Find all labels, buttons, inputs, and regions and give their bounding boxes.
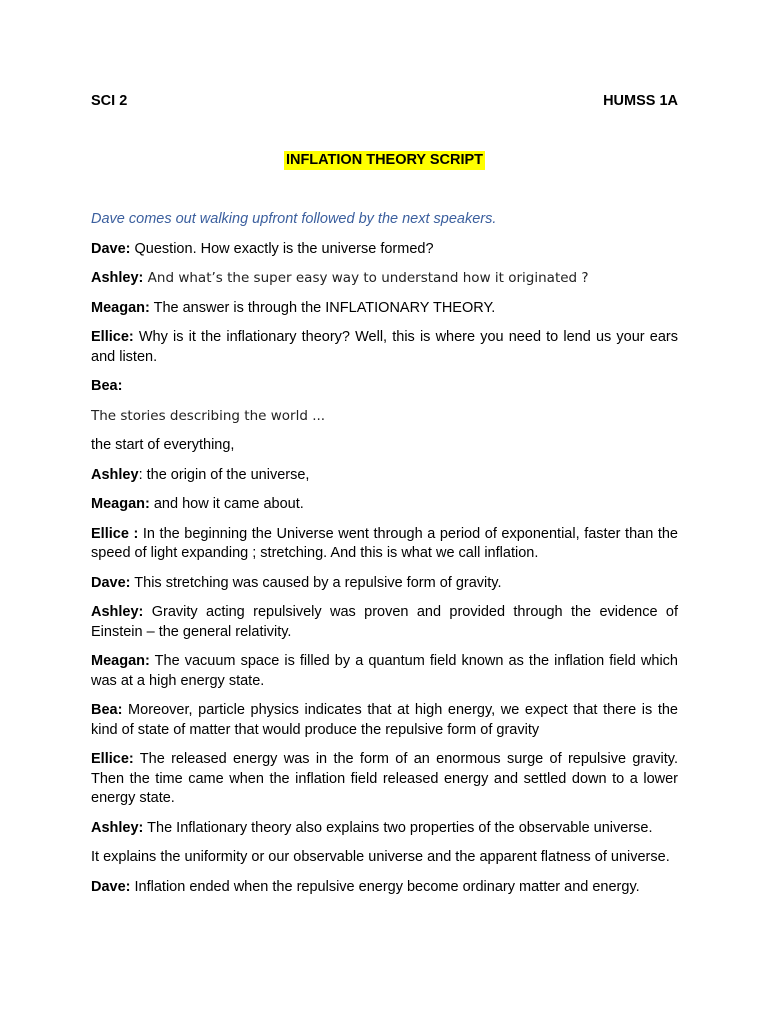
script-line (91, 436, 678, 456)
script-line (91, 299, 678, 319)
speaker-name: Ashley (91, 466, 139, 483)
line-text: In the beginning the Universe went through a period of exponential, faster than the speed of light expanding ; stretching. And this is what we call inflation. (91, 525, 678, 561)
speaker-name: Dave: (91, 878, 131, 895)
line-text: the start of everything, (91, 437, 235, 453)
speaker-name: Ashley: (91, 819, 144, 836)
speaker-name: Dave: (91, 574, 131, 591)
script-line (91, 328, 678, 367)
script-line (91, 819, 678, 839)
script-line (91, 525, 678, 564)
script-line (91, 466, 678, 486)
line-text: and how it came about. (149, 496, 304, 512)
script-line (91, 495, 678, 515)
speaker-name: Ellice : (91, 525, 139, 542)
script-line (91, 878, 678, 898)
speaker-name: Meagan: (91, 653, 150, 669)
line-text: And what’s the super easy way to understand how it originated ? (143, 270, 589, 286)
speaker-name: Ellice: (91, 329, 134, 345)
stage-direction (91, 210, 678, 230)
line-text: Moreover, particle physics indicates that at high energy, we expect that there is the kind of state of matter that would produce the repulsive form of gravity (91, 702, 678, 738)
stage-direction-text: Dave comes out walking upfront followed by the next speakers. (91, 211, 497, 227)
speaker-name: Meagan: (91, 496, 150, 512)
line-text: : the origin of the universe, (138, 466, 310, 483)
line-text: Question. How exactly is the universe formed? (130, 240, 434, 257)
script-line (91, 750, 678, 809)
script-line (91, 574, 678, 594)
script-line (91, 269, 678, 289)
script-line (91, 652, 678, 691)
script-line (91, 240, 678, 260)
line-text: This stretching was caused by a repulsive form of gravity. (130, 574, 502, 591)
script-line (91, 603, 678, 642)
title-wrap (91, 151, 678, 170)
document-header (91, 92, 678, 110)
speaker-name: Ashley: (91, 270, 144, 286)
script-line (91, 701, 678, 740)
line-text: The vacuum space is filled by a quantum field known as the inflation field which was at a high energy state. (91, 653, 678, 689)
script-body (91, 210, 678, 907)
document-title: INFLATION THEORY SCRIPT (285, 152, 484, 168)
speaker-name: Dave: (91, 240, 131, 257)
course-code: SCI 2 (91, 93, 128, 109)
line-text: Why is it the inflationary theory? Well, this is where you need to lend us your ears and listen. (91, 329, 678, 365)
section-code: HUMSS 1A (603, 93, 678, 109)
line-text: The released energy was in the form of an enormous surge of repulsive gravity. Then the time came when the inflation field released energy and settled down to a lower energy state. (91, 751, 678, 806)
line-text: Gravity acting repulsively was proven and provided through the evidence of Einstein – the general relativity. (91, 604, 678, 640)
script-line (91, 407, 678, 427)
speaker-name: Bea: (91, 702, 123, 718)
script-line (91, 377, 678, 397)
speaker-name: Bea: (91, 378, 123, 394)
script-line (91, 848, 678, 868)
speaker-name: Meagan: (91, 299, 150, 316)
speaker-name: Ashley: (91, 604, 144, 620)
line-text: The Inflationary theory also explains two properties of the observable universe. (143, 819, 653, 836)
line-text: The stories describing the world ... (91, 407, 326, 424)
line-text: The answer is through the INFLATIONARY THEORY. (149, 299, 496, 316)
line-text: It explains the uniformity or our observable universe and the apparent flatness of universe. (91, 849, 670, 865)
speaker-name: Ellice: (91, 751, 134, 767)
line-text: Inflation ended when the repulsive energy become ordinary matter and energy. (130, 878, 640, 895)
